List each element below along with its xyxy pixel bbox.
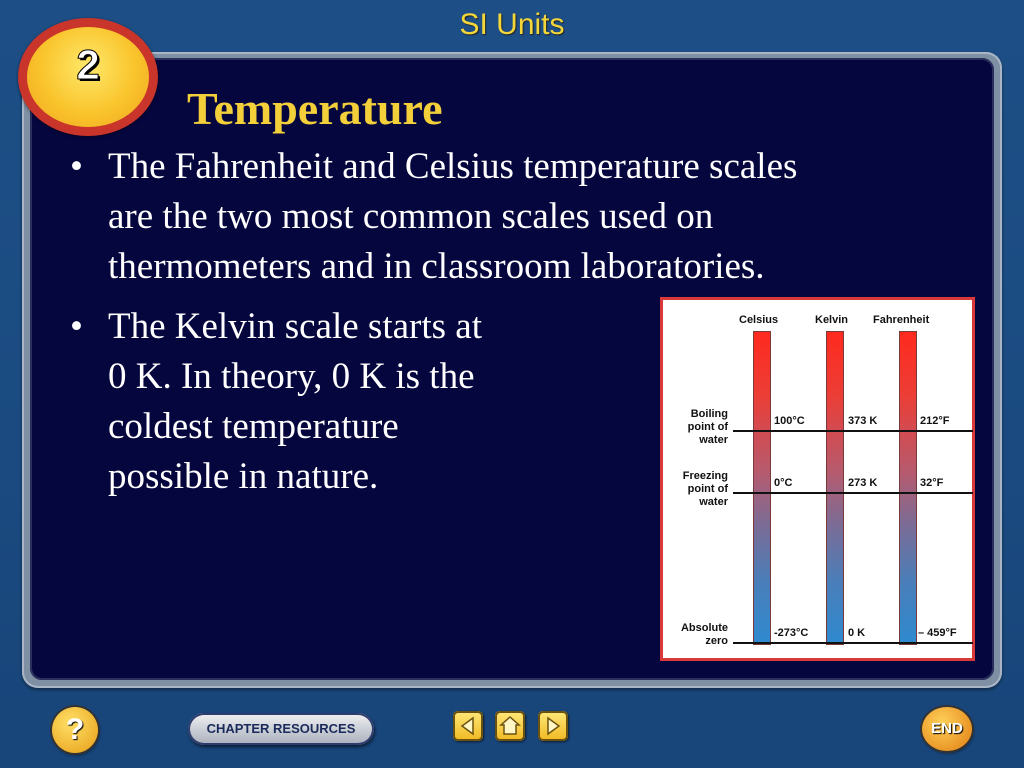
home-button[interactable] (495, 711, 525, 741)
bullet-line: coldest temperature (108, 406, 399, 447)
slide-title: Temperature (187, 83, 443, 134)
bullet-line: thermometers and in classroom laboratories. (108, 246, 765, 287)
right-arrow-icon (538, 711, 568, 741)
label-line: point of (687, 421, 728, 433)
boiling-celsius: 100°C (774, 415, 805, 427)
label-line: water (699, 496, 728, 508)
label-line: point of (687, 483, 728, 495)
end-button[interactable]: END (922, 707, 972, 751)
bullet-1 (70, 142, 988, 292)
section-badge-inner (27, 27, 149, 127)
bullet-marker: • (70, 306, 83, 347)
temperature-scales-figure (660, 297, 975, 661)
previous-slide-button[interactable] (453, 711, 483, 741)
scale-header-celsius: Celsius (739, 314, 779, 326)
absolute-zero-fahrenheit: – 459°F (918, 627, 957, 639)
label-line: Freezing (682, 470, 728, 482)
absolute-zero-kelvin: 0 K (848, 627, 866, 639)
section-badge (18, 18, 158, 136)
help-button[interactable]: ? (52, 707, 98, 753)
scale-header-fahrenheit: Fahrenheit (873, 314, 930, 326)
absolute-zero-label (666, 622, 728, 648)
label-line: water (699, 434, 728, 446)
scale-header-kelvin: Kelvin (815, 314, 849, 326)
bullet-line: possible in nature. (108, 456, 379, 497)
home-icon (495, 711, 525, 741)
label-line: Boiling (690, 408, 728, 420)
left-arrow-icon (453, 711, 483, 741)
absolute-zero-celsius: -273°C (774, 627, 809, 639)
boiling-kelvin: 373 K (848, 415, 878, 427)
bullet-line: The Kelvin scale starts at (108, 306, 482, 347)
freezing-fahrenheit: 32°F (920, 477, 944, 489)
freezing-label (666, 470, 728, 509)
boiling-fahrenheit: 212°F (920, 415, 950, 427)
freezing-celsius: 0°C (774, 477, 793, 489)
freezing-kelvin: 273 K (848, 477, 878, 489)
celsius-thermometer (753, 331, 771, 645)
bullet-line: The Fahrenheit and Celsius temperature scales (108, 146, 798, 187)
chapter-resources-button[interactable]: CHAPTER RESOURCES (188, 713, 374, 745)
absolute-zero-line (733, 642, 973, 644)
bullet-line: 0 K. In theory, 0 K is the (108, 356, 475, 397)
fahrenheit-thermometer (899, 331, 917, 645)
bullet-line: are the two most common scales used on (108, 196, 714, 237)
label-line: Absolute (680, 622, 728, 634)
kelvin-thermometer (826, 331, 844, 645)
bullet-marker: • (70, 146, 83, 187)
boiling-line (733, 430, 973, 432)
boiling-label (666, 408, 728, 447)
header-title: SI Units (459, 8, 565, 41)
bullet-2 (70, 302, 608, 502)
next-slide-button[interactable] (538, 711, 568, 741)
freezing-line (733, 492, 973, 494)
section-number: 2 (76, 41, 100, 88)
label-line: zero (705, 635, 728, 647)
